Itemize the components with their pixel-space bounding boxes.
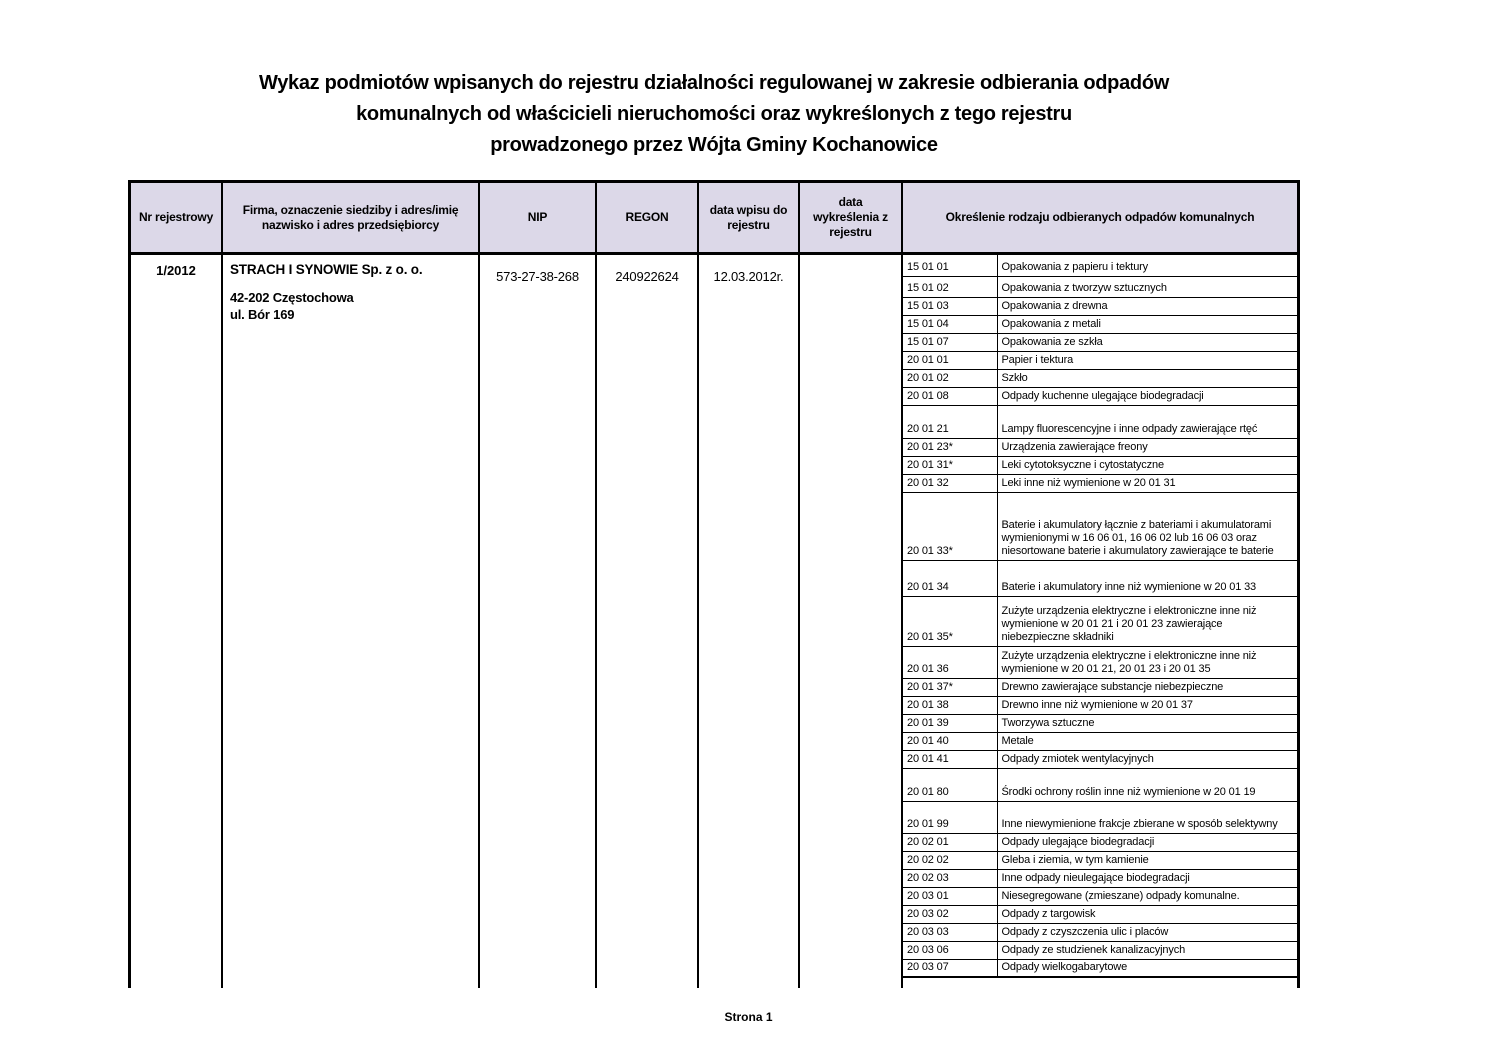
waste-code: 20 02 01 xyxy=(903,833,997,851)
table-header-row xyxy=(131,183,1297,255)
cell-data-wykreslenia xyxy=(800,255,903,988)
waste-description: Drewno zawierające substancje niebezpieczne xyxy=(997,678,1297,696)
header-rodzaj-odpadow: Określenie rodzaju odbieranych odpadów komunalnych xyxy=(945,210,1255,224)
cell-firma xyxy=(223,255,480,988)
waste-code: 15 01 04 xyxy=(903,315,997,333)
waste-code: 20 01 40 xyxy=(903,732,997,750)
waste-code-row xyxy=(903,646,1297,678)
waste-description: Drewno inne niż wymienione w 20 01 37 xyxy=(997,696,1297,714)
waste-code-row xyxy=(903,438,1297,456)
waste-code-row xyxy=(903,333,1297,351)
waste-code: 20 01 33* xyxy=(903,492,997,560)
waste-code: 20 01 34 xyxy=(903,560,997,596)
waste-code-row xyxy=(903,369,1297,387)
header-data-wpisu: data wpisu do rejestru xyxy=(699,183,800,252)
waste-code: 20 02 03 xyxy=(903,869,997,887)
waste-description: Opakowania ze szkła xyxy=(997,333,1297,351)
waste-description: Baterie i akumulatory łącznie z bateriami i akumulatorami wymienionymi w 16 06 01, 16 06 02 lub 16 06 03 oraz niesortowane baterie i akumulatory zawierające te baterie xyxy=(997,492,1297,560)
waste-code: 20 01 99 xyxy=(903,801,997,833)
waste-description: Urządzenia zawierające freony xyxy=(997,438,1297,456)
waste-code: 20 03 03 xyxy=(903,923,997,941)
waste-code: 20 01 31* xyxy=(903,456,997,474)
cell-data-wpisu: 12.03.2012r. xyxy=(699,255,800,988)
waste-description: Zużyte urządzenia elektryczne i elektroniczne inne niż wymienione w 20 01 21 i 20 01 23 zawierające niebezpieczne składniki xyxy=(997,596,1297,646)
waste-code-row xyxy=(903,750,1297,768)
waste-description: Zużyte urządzenia elektryczne i elektroniczne inne niż wymienione w 20 01 21, 20 01 23 i 20 01 35 xyxy=(997,646,1297,678)
company-address-city: 42-202 Częstochowa xyxy=(230,290,354,305)
waste-code-row xyxy=(903,801,1297,833)
waste-description: Inne odpady nieulegające biodegradacji xyxy=(997,869,1297,887)
waste-description: Tworzywa sztuczne xyxy=(997,714,1297,732)
waste-code-row xyxy=(903,696,1297,714)
waste-description: Opakowania z drewna xyxy=(997,297,1297,315)
waste-description: Odpady z targowisk xyxy=(997,905,1297,923)
header-firma: Firma, oznaczenie siedziby i adres/imię nazwisko i adres przedsiębiorcy xyxy=(223,183,480,252)
waste-description: Opakowania z papieru i tektury xyxy=(997,255,1297,276)
waste-code-row xyxy=(903,351,1297,369)
waste-code: 20 01 80 xyxy=(903,768,997,801)
waste-description: Papier i tektura xyxy=(997,351,1297,369)
waste-code: 15 01 03 xyxy=(903,297,997,315)
cell-waste-codes xyxy=(903,255,1297,988)
company-address-street: ul. Bór 169 xyxy=(230,307,295,322)
header-data-wykreslenia: data wykreślenia z rejestru xyxy=(800,183,903,252)
table-entry-row xyxy=(131,255,1297,988)
waste-code-row xyxy=(903,959,1297,977)
header-regon: REGON xyxy=(597,183,699,252)
waste-code-row xyxy=(903,678,1297,696)
waste-code: 20 01 35* xyxy=(903,596,997,646)
waste-code-row xyxy=(903,941,1297,959)
waste-description: Opakowania z tworzyw sztucznych xyxy=(997,276,1297,297)
header-nr-rejestrowy: Nr rejestrowy xyxy=(131,183,223,252)
waste-code: 20 01 01 xyxy=(903,351,997,369)
title-line-2: komunalnych od właścicieli nieruchomości oraz wykreślonych z tego rejestru xyxy=(356,103,1072,125)
title-line-1: Wykaz podmiotów wpisanych do rejestru działalności regulowanej w zakresie odbierania odpadów xyxy=(258,72,1170,94)
waste-code: 15 01 02 xyxy=(903,276,997,297)
page-number: Strona 1 xyxy=(724,1010,773,1024)
waste-code: 20 03 06 xyxy=(903,941,997,959)
waste-code-row xyxy=(903,276,1297,297)
waste-code-row xyxy=(903,315,1297,333)
waste-code-row xyxy=(903,560,1297,596)
waste-code: 20 01 02 xyxy=(903,369,997,387)
waste-code-row xyxy=(903,905,1297,923)
waste-code-row xyxy=(903,732,1297,750)
waste-description: Odpady z czyszczenia ulic i placów xyxy=(997,923,1297,941)
cell-regon: 240922624 xyxy=(597,255,699,988)
waste-description: Odpady ulegające biodegradacji xyxy=(997,833,1297,851)
waste-code: 20 01 41 xyxy=(903,750,997,768)
waste-code: 20 01 23* xyxy=(903,438,997,456)
waste-description: Odpady wielkogabarytowe xyxy=(997,959,1297,977)
waste-code: 20 01 08 xyxy=(903,387,997,405)
waste-description: Odpady ze studzienek kanalizacyjnych xyxy=(997,941,1297,959)
waste-code: 20 03 01 xyxy=(903,887,997,905)
waste-code: 15 01 01 xyxy=(903,255,997,276)
waste-description: Inne niewymienione frakcje zbierane w sposób selektywny xyxy=(997,801,1297,833)
waste-code-row xyxy=(903,923,1297,941)
waste-code-row xyxy=(903,833,1297,851)
waste-code: 15 01 07 xyxy=(903,333,997,351)
waste-code: 20 03 02 xyxy=(903,905,997,923)
waste-code-row xyxy=(903,714,1297,732)
title-line-3: prowadzonego przez Wójta Gminy Kochanowice xyxy=(490,134,938,156)
waste-description: Leki cytotoksyczne i cytostatyczne xyxy=(997,456,1297,474)
waste-description: Gleba i ziemia, w tym kamienie xyxy=(997,851,1297,869)
waste-code-row xyxy=(903,492,1297,560)
cell-nr-rejestrowy: 1/2012 xyxy=(131,255,223,988)
waste-code-row xyxy=(903,255,1297,276)
cell-nip: 573-27-38-268 xyxy=(480,255,597,988)
waste-code: 20 01 39 xyxy=(903,714,997,732)
waste-code: 20 01 36 xyxy=(903,646,997,678)
waste-code-row xyxy=(903,297,1297,315)
waste-description: Lampy fluorescencyjne i inne odpady zawierające rtęć xyxy=(997,405,1297,438)
waste-code-row xyxy=(903,851,1297,869)
waste-description: Opakowania z metali xyxy=(997,315,1297,333)
waste-description: Niesegregowane (zmieszane) odpady komunalne. xyxy=(997,887,1297,905)
waste-code: 20 01 37* xyxy=(903,678,997,696)
waste-code-row xyxy=(903,596,1297,646)
waste-description: Baterie i akumulatory inne niż wymienione w 20 01 33 xyxy=(997,560,1297,596)
waste-code-row xyxy=(903,887,1297,905)
waste-code-row xyxy=(903,474,1297,492)
waste-code-row xyxy=(903,768,1297,801)
waste-description: Odpady zmiotek wentylacyjnych xyxy=(997,750,1297,768)
waste-description: Leki inne niż wymienione w 20 01 31 xyxy=(997,474,1297,492)
waste-code-row xyxy=(903,869,1297,887)
waste-description: Szkło xyxy=(997,369,1297,387)
waste-description: Metale xyxy=(997,732,1297,750)
waste-code: 20 01 38 xyxy=(903,696,997,714)
company-name: STRACH I SYNOWIE Sp. z o. o. xyxy=(230,262,423,277)
waste-code: 20 03 07 xyxy=(903,959,997,977)
waste-code-row xyxy=(903,456,1297,474)
waste-code: 20 01 21 xyxy=(903,405,997,438)
waste-code: 20 01 32 xyxy=(903,474,997,492)
header-nip: NIP xyxy=(480,183,597,252)
waste-description: Odpady kuchenne ulegające biodegradacji xyxy=(997,387,1297,405)
waste-code-row xyxy=(903,405,1297,438)
document-title xyxy=(128,68,1300,161)
waste-codes-table xyxy=(903,255,1297,978)
waste-description: Środki ochrony roślin inne niż wymienione w 20 01 19 xyxy=(997,768,1297,801)
registry-table xyxy=(128,180,1300,988)
waste-code: 20 02 02 xyxy=(903,851,997,869)
waste-code-row xyxy=(903,387,1297,405)
